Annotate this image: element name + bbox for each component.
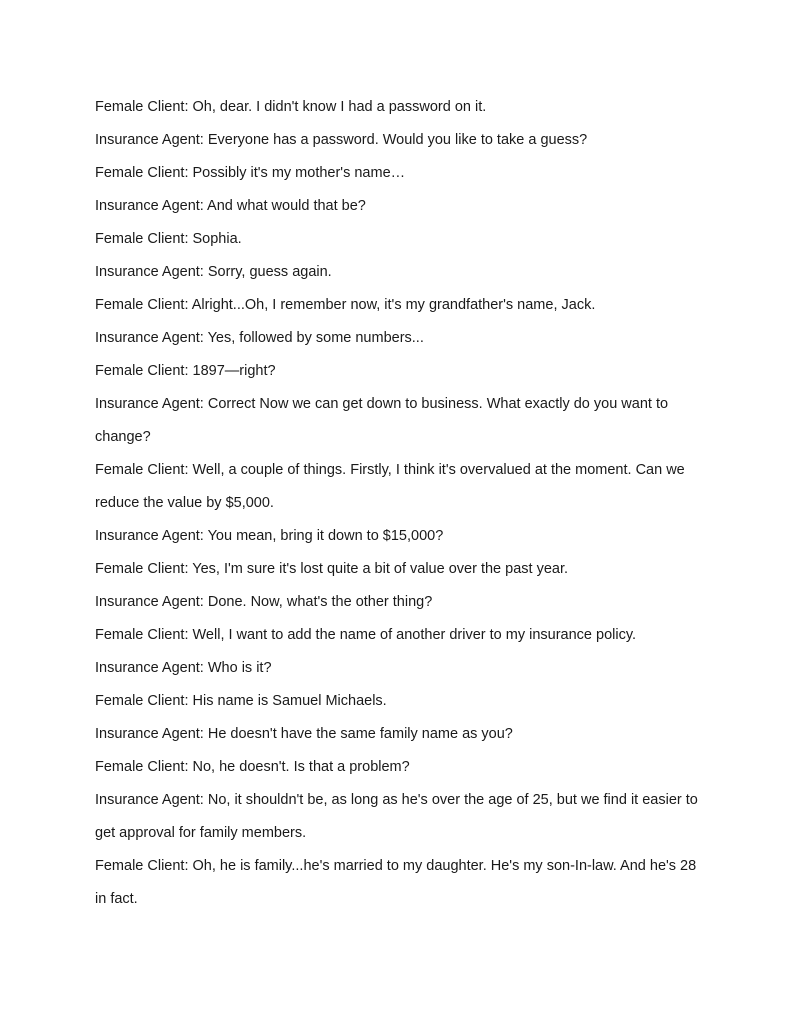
dialogue-line: Female Client: His name is Samuel Michaels.: [95, 693, 387, 709]
dialogue-line: Insurance Agent: Yes, followed by some numbers...: [95, 330, 424, 346]
dialogue-line: Insurance Agent: Done. Now, what's the other thing?: [95, 594, 433, 610]
dialogue-line: Insurance Agent: And what would that be?: [95, 198, 366, 214]
dialogue-line-continuation: reduce the value by $5,000.: [95, 495, 274, 511]
dialogue-line: Female Client: Alright...Oh, I remember now, it's my grandfather's name, Jack.: [95, 297, 596, 313]
dialogue-line: Insurance Agent: Sorry, guess again.: [95, 264, 332, 280]
dialogue-line-continuation: in fact.: [95, 891, 138, 907]
dialogue-line: Female Client: Well, I want to add the name of another driver to my insurance policy.: [95, 627, 637, 643]
dialogue-line-continuation: get approval for family members.: [95, 825, 307, 841]
dialogue-line: Insurance Agent: Everyone has a password. Would you like to take a guess?: [95, 132, 588, 148]
dialogue-transcript: [95, 91, 710, 916]
dialogue-line: Female Client: Oh, dear. I didn't know I had a password on it.: [95, 99, 487, 115]
dialogue-line: Female Client: No, he doesn't. Is that a problem?: [95, 759, 410, 775]
dialogue-line: Insurance Agent: He doesn't have the same family name as you?: [95, 726, 513, 742]
dialogue-line: Insurance Agent: Who is it?: [95, 660, 272, 676]
dialogue-line: Female Client: Oh, he is family...he's married to my daughter. He's my son-In-law. And he's 28: [95, 858, 697, 874]
dialogue-line: Female Client: Possibly it's my mother's name…: [95, 165, 406, 181]
dialogue-line: Female Client: Well, a couple of things. Firstly, I think it's overvalued at the moment. Can we: [95, 462, 685, 478]
dialogue-line: Female Client: Yes, I'm sure it's lost quite a bit of value over the past year.: [95, 561, 568, 577]
dialogue-line: Insurance Agent: You mean, bring it down to $15,000?: [95, 528, 444, 544]
dialogue-line: Insurance Agent: No, it shouldn't be, as long as he's over the age of 25, but we find it easier to: [95, 792, 698, 808]
dialogue-line: Female Client: Sophia.: [95, 231, 242, 247]
dialogue-line: Insurance Agent: Correct Now we can get down to business. What exactly do you want to: [95, 396, 669, 412]
dialogue-line: Female Client: 1897—right?: [95, 363, 276, 379]
dialogue-line-continuation: change?: [95, 429, 151, 445]
